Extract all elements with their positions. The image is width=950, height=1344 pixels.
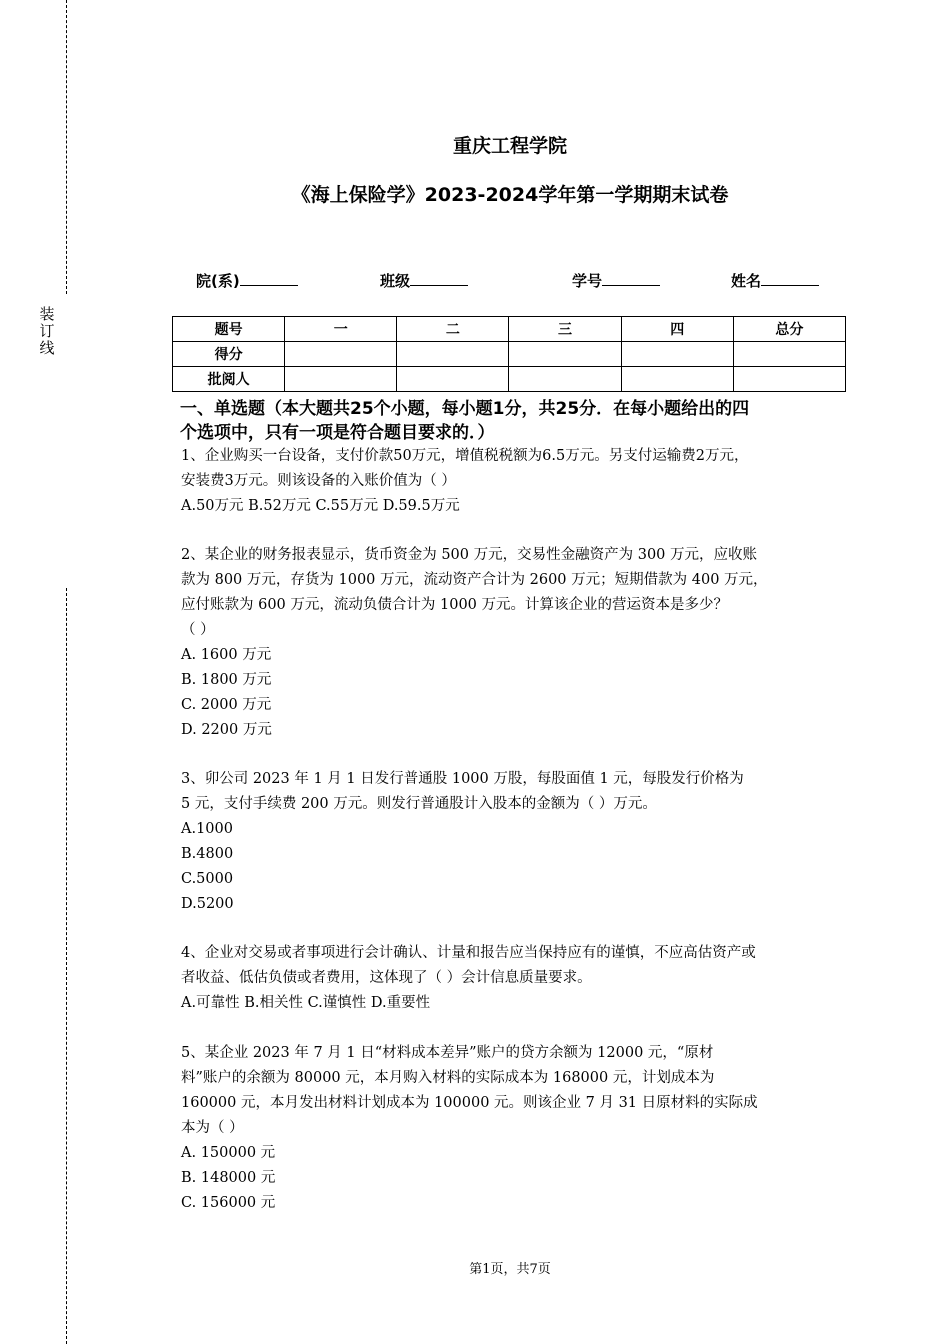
reviewer-row xyxy=(173,367,846,392)
score-cell xyxy=(733,342,845,367)
question-option: D. 2200 万元 xyxy=(181,722,272,738)
student-id-field xyxy=(572,270,660,291)
question-option: A. 1600 万元 xyxy=(181,647,272,663)
reviewer-row-label: 批阅人 xyxy=(173,367,285,392)
exam-title: 《海上保险学》2023-2024学年第一学期期末试卷 xyxy=(291,184,729,206)
binding-char: 装 xyxy=(39,305,55,323)
question-text-line: （ ） xyxy=(181,622,215,638)
department-field xyxy=(196,270,298,291)
name-label: 姓名 xyxy=(731,272,762,290)
question-2 xyxy=(181,543,845,743)
question-text-line: 安装费3万元。则该设备的入账价值为（ ） xyxy=(181,473,456,489)
name-blank xyxy=(761,271,819,286)
score-header-cell: 题号 xyxy=(173,317,285,342)
question-text-line: 本为（ ） xyxy=(181,1120,244,1136)
question-text-line: 2、某企业的财务报表显示，货币资金为 500 万元，交易性金融资产为 300 万元，应收账 xyxy=(181,547,758,563)
question-option: C. 156000 元 xyxy=(181,1195,276,1211)
score-header-cell: 总分 xyxy=(733,317,845,342)
question-text-line: 5 元，支付手续费 200 万元。则发行普通股计入股本的金额为（ ）万元。 xyxy=(181,796,657,812)
class-label: 班级 xyxy=(380,272,411,290)
score-row-label: 得分 xyxy=(173,342,285,367)
score-cell xyxy=(397,342,509,367)
name-field xyxy=(731,270,819,291)
question-text-line: 1、企业购买一台设备，支付价款50万元，增值税税额为6.5万元。另支付运输费2万元， xyxy=(181,448,749,464)
question-options: A.50万元 B.52万元 C.55万元 D.59.5万元 xyxy=(181,498,460,514)
binding-label xyxy=(37,306,57,357)
question-5 xyxy=(181,1041,845,1216)
school-name: 重庆工程学院 xyxy=(452,135,567,157)
reviewer-cell xyxy=(621,367,733,392)
reviewer-cell xyxy=(285,367,397,392)
question-option: B. 148000 元 xyxy=(181,1170,276,1186)
binding-dashed-line-bottom xyxy=(66,588,67,1344)
question-text-line: 5、某企业 2023 年 7 月 1 日“材料成本差异”账户的贷方余额为 12000 元，“原材 xyxy=(181,1045,714,1061)
question-3 xyxy=(181,767,845,917)
question-text-line: 应付账款为 600 万元，流动负债合计为 1000 万元。计算该企业的营运资本是多少？ xyxy=(181,597,729,613)
binding-char: 线 xyxy=(39,339,55,357)
question-option: B.4800 xyxy=(181,846,234,862)
score-table-header-row xyxy=(173,317,846,342)
question-text-line: 4、企业对交易或者事项进行会计确认、计量和报告应当保持应有的谨慎，不应高估资产或 xyxy=(181,945,756,961)
binding-char: 订 xyxy=(39,322,55,340)
reviewer-cell xyxy=(733,367,845,392)
question-text-line: 160000 元，本月发出材料计划成本为 100000 元。则该企业 7 月 31 日原材料的实际成 xyxy=(181,1095,758,1111)
score-header-cell: 二 xyxy=(397,317,509,342)
question-option: B. 1800 万元 xyxy=(181,672,272,688)
question-option: C. 2000 万元 xyxy=(181,697,272,713)
department-label: 院(系) xyxy=(196,272,240,290)
reviewer-cell xyxy=(397,367,509,392)
question-text-line: 3、卯公司 2023 年 1 月 1 日发行普通股 1000 万股，每股面值 1 元，每股发行价格为 xyxy=(181,771,744,787)
score-header-cell: 四 xyxy=(621,317,733,342)
score-header-cell: 一 xyxy=(285,317,397,342)
question-option: A.1000 xyxy=(181,821,233,837)
question-option: D.5200 xyxy=(181,896,234,912)
score-cell xyxy=(621,342,733,367)
class-field xyxy=(380,270,468,291)
reviewer-cell xyxy=(509,367,621,392)
score-row xyxy=(173,342,846,367)
question-1 xyxy=(181,444,845,519)
section-heading-line: 个选项中，只有一项是符合题目要求的．） xyxy=(180,423,495,443)
class-blank xyxy=(410,271,468,286)
student-id-label: 学号 xyxy=(572,272,603,290)
student-id-blank xyxy=(602,271,660,286)
section-heading xyxy=(180,397,850,445)
department-blank xyxy=(240,271,298,286)
section-heading-line: 一、单选题（本大题共25个小题，每小题1分，共25分．在每小题给出的四 xyxy=(180,399,750,419)
question-text-line: 者收益、低估负债或者费用，这体现了（ ）会计信息质量要求。 xyxy=(181,970,592,986)
score-cell xyxy=(509,342,621,367)
question-text-line: 料”账户的余额为 80000 元，本月购入材料的实际成本为 168000 元，计划成本为 xyxy=(181,1070,715,1086)
question-option: C.5000 xyxy=(181,871,234,887)
question-option: A. 150000 元 xyxy=(181,1145,276,1161)
question-options: A.可靠性 B.相关性 C.谨慎性 D.重要性 xyxy=(181,995,431,1011)
score-header-cell: 三 xyxy=(509,317,621,342)
page-footer: 第1页，共7页 xyxy=(469,1262,551,1277)
score-cell xyxy=(285,342,397,367)
score-table xyxy=(172,316,846,392)
question-4 xyxy=(181,941,845,1016)
question-text-line: 款为 800 万元，存货为 1000 万元，流动资产合计为 2600 万元；短期借款为 400 万元， xyxy=(181,572,768,588)
